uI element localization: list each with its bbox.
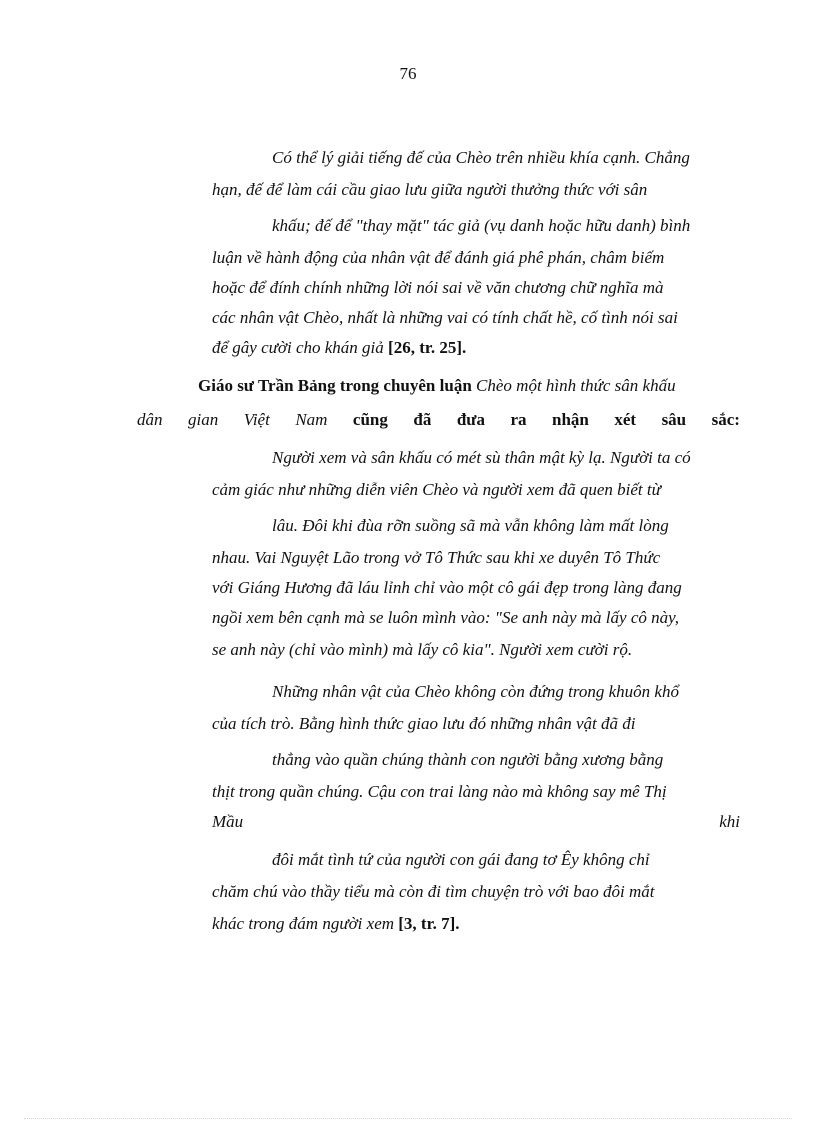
quote-line: ngồi xem bên cạnh mà se luôn mình vào: "Se anh này mà lấy cô này, xyxy=(212,608,679,627)
body-text: Giáo sư Trần Bảng trong chuyên luận xyxy=(198,376,477,395)
quote-line: thịt trong quần chúng. Cậu con trai làng nào mà không say mê Thị xyxy=(212,782,667,801)
book-title: Chèo một hình thức sân khấu xyxy=(476,376,676,395)
body-line-2 xyxy=(137,409,740,431)
quote-line-last xyxy=(212,913,459,935)
book-title-word: Nam xyxy=(295,410,328,429)
book-title-word: Việt xyxy=(243,410,270,429)
body-word: sâu xyxy=(661,410,687,429)
body-word: đưa xyxy=(456,410,485,429)
quote-line: của tích trò. Bằng hình thức giao lưu đó những nhân vật đã đi xyxy=(212,714,636,733)
book-title-word: dân xyxy=(137,410,163,429)
period: . xyxy=(455,914,460,933)
quote-line: hạn, đế để làm cái cầu giao lưu giữa người thưởng thức với sân xyxy=(212,180,648,199)
quote-line: khấu; đế để "thay mặt" tác giả (vụ danh hoặc hữu danh) bình xyxy=(272,216,691,235)
body-word: đã xyxy=(413,410,432,429)
quote-line: lâu. Đôi khi đùa rỡn suồng sã mà vẫn không làm mất lòng xyxy=(272,516,669,535)
page-number: 76 xyxy=(399,64,417,83)
citation: [3, tr. 7] xyxy=(398,914,456,933)
book-title-word: gian xyxy=(187,410,219,429)
quote-text: để gây cười cho khán giả xyxy=(212,338,389,357)
quote-line: với Giáng Hương đã láu lỉnh chỉ vào một cô gái đẹp trong làng đang xyxy=(212,578,682,597)
quote-line: hoặc để đính chính những lời nói sai về văn chương chữ nghĩa mà xyxy=(212,278,664,297)
quote-line: Có thể lý giải tiếng đế của Chèo trên nhiều khía cạnh. Chẳng xyxy=(272,148,690,167)
quote-line: luận về hành động của nhân vật để đánh giá phê phán, châm biếm xyxy=(212,248,665,267)
quote-line: các nhân vật Chèo, nhất là những vai có tính chất hề, cố tình nói sai xyxy=(212,308,678,327)
body-word: xét xyxy=(614,410,637,429)
quote-text: khác trong đám người xem xyxy=(212,914,399,933)
quote-line: Những nhân vật của Chèo không còn đứng trong khuôn khổ xyxy=(272,682,679,701)
quote-word: khi xyxy=(719,812,740,831)
quote-line-split xyxy=(212,811,740,833)
quote-word: Mầu xyxy=(212,812,244,831)
body-line-1 xyxy=(198,375,676,397)
quote-line: cảm giác như những diễn viên Chèo và người xem đã quen biết từ xyxy=(212,480,661,499)
quote-line: thẳng vào quần chúng thành con người bằng xương bằng xyxy=(272,750,664,769)
period: . xyxy=(462,338,467,357)
citation: [26, tr. 25] xyxy=(388,338,462,357)
quote-line: se anh này (chỉ vào mình) mà lấy cô kia". Người xem cười rộ. xyxy=(212,640,633,659)
quote-line-last xyxy=(212,337,466,359)
quote-line: nhau. Vai Nguyệt Lão trong vở Tô Thức sau khi xe duyên Tô Thức xyxy=(212,548,661,567)
body-word: ra xyxy=(510,410,527,429)
quote-line: chăm chú vào thầy tiểu mà còn đi tìm chuyện trò với bao đôi mắt xyxy=(212,882,655,901)
quote-line: Người xem và sân khấu có mét sù thân mật kỳ lạ. Người ta có xyxy=(272,448,691,467)
quote-line: đôi mắt tình tứ của người con gái đang tơ Êy không chỉ xyxy=(272,850,650,869)
body-word: cũng xyxy=(352,410,388,429)
body-word: nhận xyxy=(552,410,589,429)
body-word: sắc: xyxy=(711,410,740,429)
page-bottom-divider xyxy=(24,1118,792,1119)
